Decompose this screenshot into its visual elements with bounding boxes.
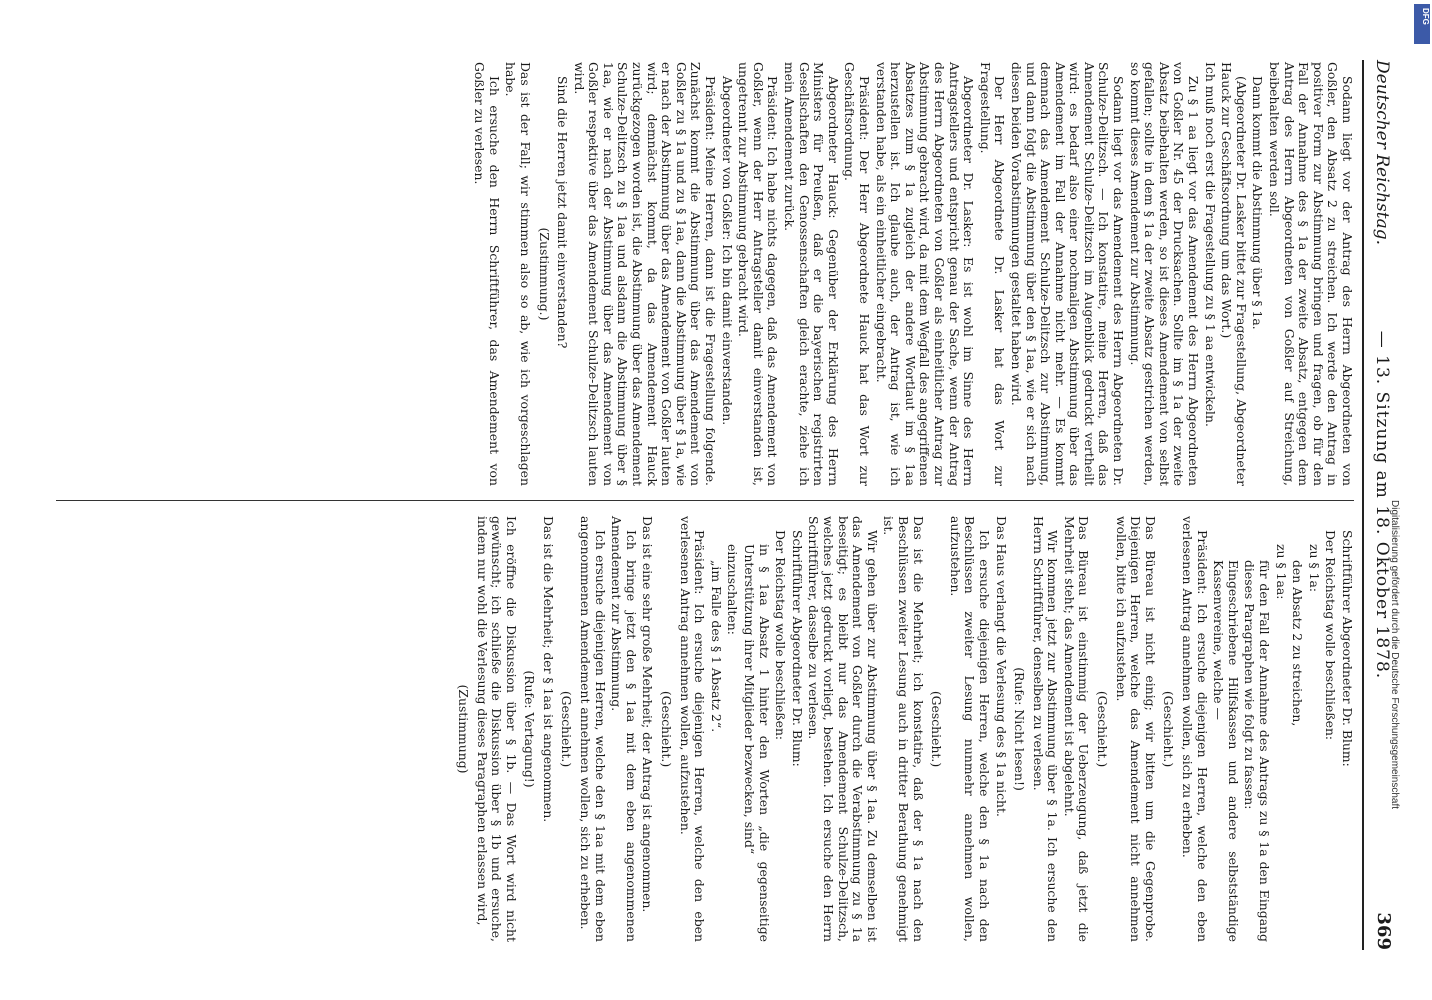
paragraph: Das ist die Mehrheit; der § 1aa ist angenommen. [540, 516, 556, 823]
paragraph: Präsident: Ich ersuche diejenigen Herren, welche den eben verlesenen Antrag annehmen wollen, aufzustehen. [677, 516, 708, 942]
paragraph: Wir gehen über zur Abstimmung über § 1aa. Zu demselben ist das Amendement von Goßler durch die Verabstimmung zu § 1a beseitigt; es bleibt nur das Amendement Schulze-Delitzsch, welches jetzt gedruckt vorliegt, bestehen. Ich ersuche den Herrn Schriftführer, dasselbe zu verlesen. [806, 516, 880, 942]
paragraph: Dann kommt die Abstimmung über § 1a. [1250, 76, 1266, 330]
paragraph: in § 1aa Absatz 1 hinter den Worten „die gegenseitige Unterstützung ihrer Mitglieder bezwecken, sind“ [742, 544, 772, 942]
paragraph: Sind die Herren jetzt damit einverstanden? [555, 76, 571, 349]
paragraph: (Zustimmung) [455, 684, 471, 774]
paragraph: Sodann liegt vor der Antrag des Herrn Abgeordneten von Goßler, den Absatz 2 zu streichen. Ich werde den Antrag in positiver Form zur Abstimmung bringen und fragen, ob für den Fall der Annahme des § 1a der zweite Absatz, entgegen dem Antrag des Herrn Abgeordneten von Goßler auf Streichung, beibehalten werden soll. [1267, 62, 1355, 486]
paragraph: Präsident: Ich ersuche diejenigen Herren, welche den eben verlesenen Antrag annehmen wollen, sich zu erheben. [1180, 516, 1210, 942]
column-divider [56, 500, 1354, 501]
header-session: — 13. Sitzung am 18. Oktober 1878. [1372, 330, 1392, 680]
paragraph: Der Herr Abgeordnete Dr. Lasker hat das Wort zur Fragestellung. [977, 62, 1008, 486]
paragraph: zu § 1a: [1306, 544, 1322, 593]
paragraph: Präsident: Der Herr Abgeordnete Hauck hat das Wort zur Geschäftsordnung. [842, 62, 872, 486]
paragraph: Der Reichstag wolle beschließen: [1323, 530, 1339, 741]
paragraph: (Geschieht.) [659, 690, 675, 768]
paragraph: Sodann liegt vor das Amendement des Herrn Abgeordneten Dr. Schulze-Delitzsch. — Ich konstatire, meine Herren, daß das Amendement Schulze-Delitzsch im Augenblick gedruckt vertheilt wird: es bedarf also einer nochmaligen Abstimmung über das Amendement im Fall der Annahme nicht mehr. — Es kommt demnach das Amendement Schulze-Delitzsch zur Abstimmung, und dann folgt die Abstimmung über den § 1aa, wie er sich nach diesen beiden Vorabstimmungen gestaltet haben wird. [1008, 62, 1127, 486]
paragraph: Abgeordneter Dr. Lasker: Es ist wohl im Sinne des Herrn Antragstellers und entspricht genau der Sache, wenn der Antrag des Herrn Abgeordneten von Goßler als einheitlicher Antrag zur Abstimmung gebracht wird, da mit dem Wegfall des angegriffenen Absatzes zum § 1a zugleich der andere Wortlaut im § 1aa herzustellen ist. Ich glaube auch, der Antrag ist, wie ich verstanden habe, als ein einheitlicher eingebracht. [873, 62, 977, 486]
paragraph: (Zustimmung.) [536, 227, 552, 321]
paragraph: Das ist der Fall; wir stimmen also so ab, wie ich vorgeschlagen habe. [503, 62, 533, 486]
paragraph: Der Reichstag wolle beschließen: [773, 530, 789, 741]
paragraph: Ich bringe jetzt den § 1aa mit dem eben angenommenen Amendement zur Abstimmung. [609, 516, 639, 942]
document-page [26, 30, 1406, 970]
paragraph: Schriftführer Abgeordneter Dr. Blum: [1340, 530, 1355, 767]
header-publication: Deutscher Reichstag. [1372, 60, 1392, 245]
paragraph: einzuschalten: [725, 544, 741, 635]
dfg-badge-label: DFG [1421, 8, 1430, 25]
right-column [40, 516, 1354, 942]
paragraph: (Geschieht.) [1161, 690, 1177, 768]
paragraph: (Abgeordneter Dr. Lasker bittet zur Fragestellung, Abgeordneter Hauck zur Geschäftsordnung um das Wort.) [1219, 62, 1249, 486]
paragraph: Ich ersuche den Herrn Schriftführer, das Amendement von Goßler zu verlesen. [472, 62, 502, 486]
paragraph: (Rufe: Nicht lesen!) [1012, 667, 1028, 791]
paragraph: (Geschieht.) [559, 690, 575, 768]
page-number: 369 [1373, 912, 1394, 950]
paragraph: zu § 1aa: [1273, 544, 1289, 600]
paragraph: Abgeordneter Hauck: Gegenüber der Erklärung des Herrn Ministers für Preußen, daß er die bayerischen registrirten Gesellschaften den Genossenschaften gleich erachte, ziehe ich mein Amendement zurück. [782, 62, 841, 486]
paragraph: Ich eröffne die Diskussion über § 1b. — Das Wort wird nicht gewünscht; ich schließe die Diskussion über § 1b und ersuche, indem nur wohl die Verlesung dieses Paragraphen erlassen wird, [474, 516, 519, 942]
paragraph: Das Büreau ist einstimmig der Ueberzeugung, daß jetzt die Mehrheit steht; das Amendement ist abgelehnt. [1061, 516, 1092, 942]
paragraph: Das Büreau ist nicht einig; wir bitten um die Gegenprobe. Diejenigen Herren, welche das Amendement nicht annehmen wollen, bitte ich aufzustehen. [1113, 516, 1158, 942]
paragraph: (Geschieht.) [929, 690, 945, 768]
paragraph: Zu § 1 aa liegt vor das Amendement des Herrn Abgeordneten von Goßler Nr. 45 der Drucksachen. Sollte im § 1a der zweite Absatz beibehalten werden, so ist dieses Amendement von selbst gefallen; sollte in dem § 1a der zweite Absatz gestrichen werden, so kommt dieses Amendement zur Abstimmung. [1127, 62, 1202, 486]
paragraph: den Absatz 2 zu streichen, [1290, 560, 1306, 727]
paragraph: Ich ersuche diejenigen Herren, welche den § 1aa mit dem eben angenommenen Amendement annehmen wollen, sich zu erheben. [578, 516, 608, 942]
left-column [40, 62, 1354, 486]
dfg-badge [1414, 4, 1430, 44]
paragraph: Präsident: Ich habe nichts dagegen, daß das Amendement von Goßler, wenn der Herr Antragsteller damit einverstanden ist, ungetrennt zur Abstimmung gebracht wird. [736, 62, 781, 486]
paragraph: Das ist die Mehrheit; ich konstatire, daß der § 1a nach den Beschlüssen zweiter Lesung auch in dritter Berathung genehmigt ist. [881, 516, 926, 942]
paragraph: Das Haus verlangt die Verlesung des § 1a nicht. [993, 516, 1009, 817]
digitization-note: Digitalisierung gefördert durch die Deutsche Forschungsgemeinschaft [1389, 500, 1400, 810]
paragraph: für den Fall der Annahme des Antrags zu § 1a den Eingang dieses Paragraphen wie folgt zu fassen: [1242, 560, 1273, 942]
paragraph: Abgeordneter von Goßler: Ich bin damit einverstanden. [719, 76, 735, 426]
paragraph: Ich ersuche diejenigen Herren, welche den § 1a nach den Beschlüssen zweiter Lesung nunmehr annehmen wollen, aufzustehen. [947, 516, 992, 942]
paragraph: „im Falle des § 1 Absatz 2“. [708, 560, 724, 733]
paragraph: (Rufe: Vertagung!) [522, 670, 538, 788]
paragraph: (Geschieht.) [1095, 690, 1111, 768]
paragraph: Präsident: Meine Herren, dann ist die Fragestellung folgende. Zunächst kommt die Abstimmung über das Amendement von Goßler zu § 1a und zu § 1aa, dann die Abstimmung über § 1a, wie er nach der Abstimmung über das Amendement von Goßler lauten wird; demnächst kommt, da das Amendement Hauck zurückgezogen worden ist, die Abstimmung über das Amendement Schulze-Delitzsch zu § 1aa und alsdann die Abstimmung über § 1aa, wie er nach der Abstimmung über das Amendement von Goßler respektive über das Amendement Schulze-Delitzsch lauten wird. [571, 62, 719, 486]
paragraph: Ich muß noch erst die Fragestellung zu § 1 aa entwickeln. [1202, 62, 1218, 427]
paragraph: Wir kommen jetzt zur Abstimmung über § 1a. Ich ersuche den Herrn Schriftführer, denselben zu verlesen. [1030, 516, 1061, 942]
paragraph: Eingeschriebene Hilfskassen und andere selbstständige Kassenvereine, welche — [1211, 560, 1241, 942]
paragraph: Das ist eine sehr große Mehrheit; der Antrag ist angenommen. [640, 516, 656, 913]
paragraph: Schriftführer Abgeordneter Dr. Blum: [789, 530, 805, 767]
